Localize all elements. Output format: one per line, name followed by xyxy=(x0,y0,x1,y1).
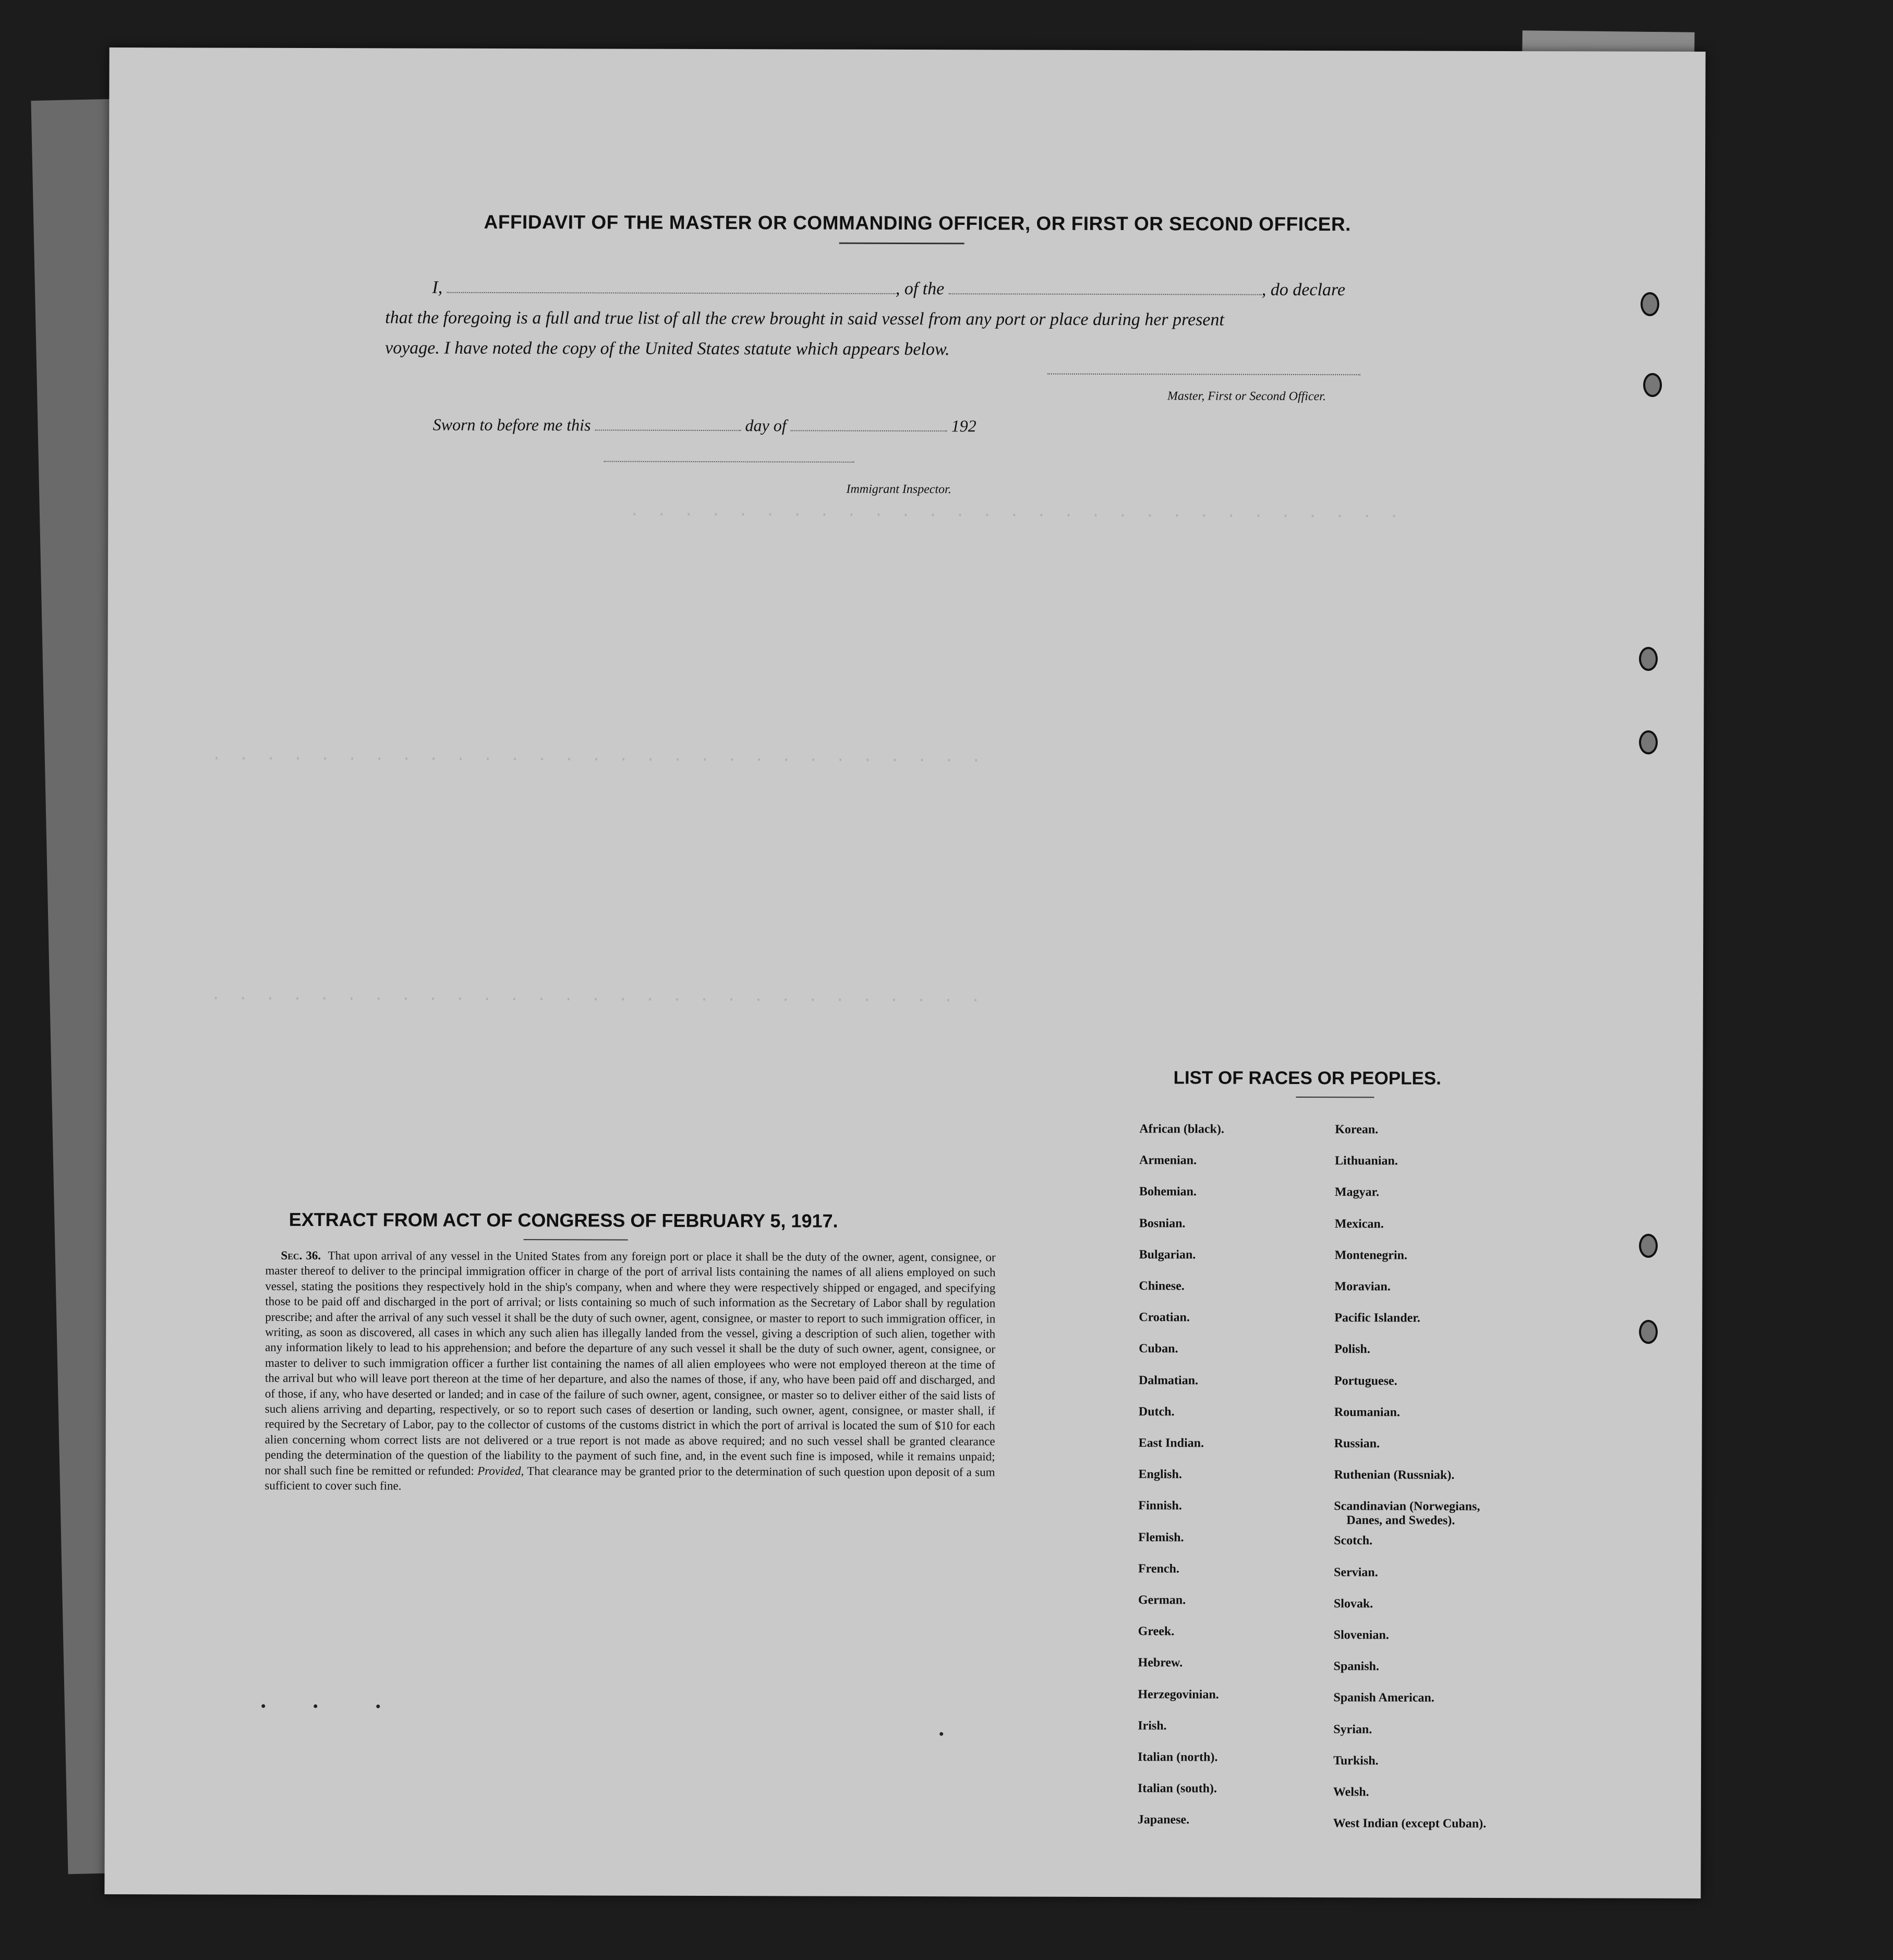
race-item: Russian. xyxy=(1334,1437,1380,1451)
extract-text-end: That clearance may be granted prior to the determination of such question upon deposit of a sum sufficient to cover such fine. xyxy=(264,1464,995,1493)
race-item: Welsh. xyxy=(1333,1785,1369,1799)
punch-hole xyxy=(1641,292,1659,316)
declaration-do-declare: , do declare xyxy=(1261,280,1345,300)
race-item: Magyar. xyxy=(1334,1185,1380,1199)
extract-section-label: Sec. 36. xyxy=(281,1248,321,1262)
sworn-month-blank[interactable] xyxy=(791,414,947,431)
extract-title: EXTRACT FROM ACT OF CONGRESS OF FEBRUARY 5, 1917. xyxy=(288,1208,838,1232)
race-item: Finnish. xyxy=(1138,1499,1182,1513)
ink-dot xyxy=(939,1732,943,1736)
declaration-line-3: voyage. I have noted the copy of the United States statute which appears below. xyxy=(385,338,950,359)
race-item: Spanish American. xyxy=(1333,1691,1434,1705)
race-item: Armenian. xyxy=(1139,1153,1197,1168)
bleed-through-text: . . . . . . . . . . . . . . . . . . . . . . . . . . . . . xyxy=(212,747,985,767)
race-item: Greek. xyxy=(1138,1625,1175,1639)
ink-dot xyxy=(314,1704,317,1708)
race-item: Slovak. xyxy=(1333,1596,1373,1611)
race-item: Spanish. xyxy=(1333,1660,1379,1674)
races-title: LIST OF RACES OR PEOPLES. xyxy=(1173,1067,1441,1089)
race-item: Bohemian. xyxy=(1139,1185,1197,1199)
race-item: Montenegrin. xyxy=(1334,1248,1407,1262)
declaration-of-the: , of the xyxy=(895,279,945,299)
race-item: Slovenian. xyxy=(1333,1628,1389,1642)
name-blank[interactable] xyxy=(447,276,896,294)
race-item: French. xyxy=(1138,1561,1179,1576)
race-item: Mexican. xyxy=(1334,1217,1384,1231)
race-item: East Indian. xyxy=(1138,1436,1204,1450)
sworn-year: 192 xyxy=(951,416,976,436)
declaration-i: I, xyxy=(432,278,443,297)
sworn-line xyxy=(433,414,976,436)
race-item: Roumanian. xyxy=(1334,1405,1400,1420)
ink-dot xyxy=(261,1704,265,1708)
vessel-blank[interactable] xyxy=(949,278,1262,295)
inspector-label: Immigrant Inspector. xyxy=(846,482,951,497)
race-item: Croatian. xyxy=(1139,1310,1190,1325)
race-item: Bulgarian. xyxy=(1139,1247,1196,1262)
declaration-line-2: that the foregoing is a full and true list of all the crew brought in said vessel from any port or place during her present xyxy=(385,308,1224,330)
race-item: African (black). xyxy=(1139,1122,1224,1136)
race-item: Herzegovinian. xyxy=(1138,1687,1219,1702)
race-item: Dutch. xyxy=(1138,1404,1175,1419)
race-item: Moravian. xyxy=(1334,1280,1391,1294)
race-item: Cuban. xyxy=(1139,1342,1178,1356)
master-signature-line[interactable] xyxy=(1047,374,1360,376)
race-item: Hebrew. xyxy=(1138,1656,1183,1670)
race-item: German. xyxy=(1138,1593,1186,1607)
race-item: Chinese. xyxy=(1139,1279,1185,1293)
ink-dot xyxy=(376,1704,380,1708)
document-page xyxy=(104,47,1705,1898)
race-item: Dalmatian. xyxy=(1138,1373,1198,1388)
race-item: Japanese. xyxy=(1137,1813,1190,1827)
sworn-day-blank[interactable] xyxy=(595,414,741,431)
race-item: Bosnian. xyxy=(1139,1216,1186,1231)
race-item: Italian (north). xyxy=(1138,1750,1218,1764)
race-item: Lithuanian. xyxy=(1335,1154,1398,1168)
sworn-day-of: day of xyxy=(745,416,787,435)
inspector-signature-line[interactable] xyxy=(604,461,854,462)
race-item: Korean. xyxy=(1335,1123,1379,1137)
punch-hole xyxy=(1643,373,1662,397)
race-item: English. xyxy=(1138,1468,1182,1482)
sworn-start: Sworn to before me this xyxy=(432,415,591,435)
extract-rule xyxy=(524,1239,628,1241)
bleed-through-text: . . . . . . . . . . . . . . . . . . . . . . . . . . . . . xyxy=(630,502,1403,523)
race-item: Italian (south). xyxy=(1137,1782,1217,1796)
race-item: Scandinavian (Norwegians, Danes, and Swedes). xyxy=(1334,1499,1480,1528)
punch-hole xyxy=(1639,647,1658,671)
punch-hole xyxy=(1639,1234,1658,1258)
extract-provided: Provided, xyxy=(477,1464,524,1477)
punch-hole xyxy=(1639,730,1658,754)
race-item: Servian. xyxy=(1333,1565,1378,1579)
race-item: Irish. xyxy=(1138,1718,1167,1733)
race-item: Ruthenian (Russniak). xyxy=(1334,1468,1455,1482)
race-item: Portuguese. xyxy=(1334,1374,1397,1388)
race-item: Syrian. xyxy=(1333,1722,1372,1736)
master-label: Master, First or Second Officer. xyxy=(1167,389,1326,404)
races-rule xyxy=(1296,1097,1374,1098)
punch-hole xyxy=(1639,1320,1658,1344)
declaration-line-1 xyxy=(385,272,1506,306)
race-item: Polish. xyxy=(1334,1342,1370,1356)
race-item: Pacific Islander. xyxy=(1334,1311,1420,1325)
affidavit-title: AFFIDAVIT OF THE MASTER OR COMMANDING OFFICER, OR FIRST OR SECOND OFFICER. xyxy=(484,211,1351,235)
bleed-through-text: . . . . . . . . . . . . . . . . . . . . . . . . . . . . . xyxy=(211,987,985,1007)
race-item: West Indian (except Cuban). xyxy=(1333,1817,1487,1831)
race-item: Scotch. xyxy=(1334,1534,1373,1548)
race-item: Turkish. xyxy=(1333,1753,1379,1768)
race-item: Flemish. xyxy=(1138,1530,1184,1544)
title-rule xyxy=(839,243,964,245)
extract-body xyxy=(264,1248,995,1495)
extract-text: That upon arrival of any vessel in the United States from any foreign port or place it shall be the duty of the owner, agent, consignee, or master thereof to deliver to the principal immigration officer in charge of the port of arrival lists containing the names of all aliens employed on such vessel, stating the positions they respectively hold in the ship's company, when and where they were respectively shipped or engaged, and specifying those to be paid off and discharged in the port of arrival; or lists containing so much of such information as the Secretary of Labor shall by regulation prescribe; and after the arrival of any such vessel it shall be the duty of such owner, agent, consignee, or master to report to such immigration officer, in writing, as soon as discovered, all cases in which any such alien has illegally landed from the vessel, giving a description of such alien, together with any information likely to lead to his apprehension; and before the departure of any such vessel it shall be the duty of such owner, agent, consignee, or master to deliver to such immigration officer a further list containing the names of all alien employees who were not employed thereon at the time of the arrival but who will leave port thereon at the time of her departure, and also the names of those, if any, who have been paid off and discharged, and of those, if any, who have deserted or landed; and in case of the failure of such owner, agent, consignee, or master so to deliver either of the said lists of such aliens arriving and departing, respectively, or so to report such cases of desertion or landing, such owner, agent, consignee, or master shall, if required by the Secretary of Labor, pay to the collector of customs of the customs district in which the port of arrival is located the sum of $10 for each alien concerning whom correct lists are not delivered or a true report is not made as above required; and no such vessel shall be granted clearance pending the determination of the question of the liability to the payment of such fine, and, in the event such fine is imposed, while it remains unpaid; nor shall such fine be remitted or refunded: xyxy=(264,1249,996,1477)
